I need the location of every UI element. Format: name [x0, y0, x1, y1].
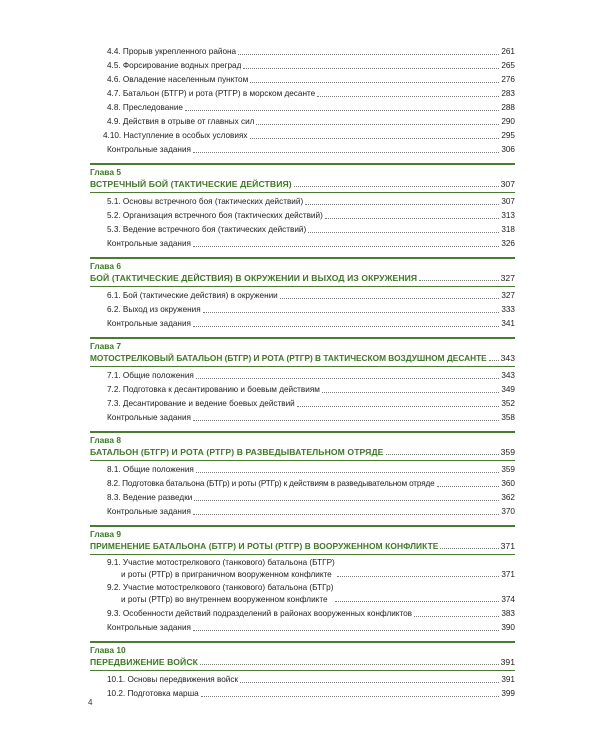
chapter-heading[interactable]	[90, 540, 515, 555]
dot-leader	[185, 109, 499, 111]
entry-title: 4.9. Действия в отрыве от главных сил	[107, 117, 255, 126]
entry-page: 276	[501, 75, 515, 84]
toc-entry[interactable]	[90, 383, 515, 397]
dot-leader	[386, 453, 499, 455]
dot-leader	[335, 601, 499, 602]
toc-entry[interactable]	[90, 463, 515, 477]
entry-title: 10.1. Основы передвижения войск	[107, 675, 239, 684]
entry-title: 8.1. Общие положения	[107, 465, 194, 474]
toc-entry[interactable]	[90, 687, 515, 701]
toc-entry[interactable]	[90, 491, 515, 505]
entry-page: 358	[501, 413, 515, 422]
toc-entry[interactable]	[90, 115, 515, 129]
entry-title: 7.1. Общие положения	[107, 371, 194, 380]
chapter-page: 391	[500, 657, 515, 667]
entry-title: 4.5. Форсирование водных преград	[107, 61, 242, 70]
chapter-title: ПРИМЕНЕНИЕ БАТАЛЬОНА (БТГР) И РОТЫ (РТГР) В ВООРУЖЕННОМ КОНФЛИКТЕ	[90, 541, 439, 551]
entry-title: 4.10. Наступление в особых условиях	[103, 131, 248, 140]
toc-entry[interactable]	[90, 607, 515, 621]
entry-page: 383	[501, 609, 515, 618]
entry-page: 307	[501, 197, 515, 206]
toc-entry[interactable]	[90, 73, 515, 87]
toc-entry[interactable]	[90, 59, 515, 73]
entry-title: 7.3. Десантирование и ведение боевых действий	[107, 399, 295, 408]
dot-leader	[437, 485, 500, 487]
chapter-page: 343	[500, 353, 515, 363]
entry-title: Контрольные задания	[107, 623, 191, 632]
chapter-8	[90, 431, 515, 519]
dot-leader	[193, 513, 499, 515]
dot-leader	[193, 245, 499, 247]
entry-page: 333	[501, 305, 515, 314]
dot-leader	[243, 67, 499, 69]
entry-page: 371	[501, 570, 515, 579]
dot-leader	[194, 499, 499, 501]
toc-entry[interactable]	[90, 289, 515, 303]
entry-page: 313	[501, 211, 515, 220]
entry-title: 4.7. Батальон (БТГР) и рота (РТГР) в морском десанте	[107, 89, 316, 98]
dot-leader	[250, 137, 500, 139]
chapter-title: МОТОСТРЕЛКОВЫЙ БАТАЛЬОН (БТГР) И РОТА (РТГР) В ТАКТИЧЕСКОМ ВОЗДУШНОМ ДЕСАНТЕ	[90, 353, 487, 363]
entry-title	[90, 557, 335, 581]
dot-leader	[203, 311, 500, 313]
dot-leader	[305, 203, 499, 205]
entry-title: 8.3. Ведение разведки	[107, 493, 193, 502]
chapter-heading[interactable]	[90, 272, 515, 287]
toc-entry[interactable]	[90, 317, 515, 331]
entry-title	[90, 582, 333, 606]
dot-leader	[325, 217, 500, 219]
entry-title: Контрольные задания	[107, 413, 191, 422]
toc-entry[interactable]	[90, 143, 515, 157]
chapter-page: 327	[500, 273, 515, 283]
dot-leader	[250, 81, 499, 83]
dot-leader	[294, 185, 499, 187]
dot-leader	[196, 471, 500, 473]
dot-leader	[297, 405, 500, 407]
dot-leader	[419, 279, 498, 281]
toc-entry[interactable]	[90, 303, 515, 317]
entry-title: 4.4. Прорыв укрепленного района	[107, 47, 237, 56]
toc-entry[interactable]	[90, 237, 515, 251]
chapter-page: 359	[500, 447, 515, 457]
toc-entry[interactable]	[90, 621, 515, 635]
entry-page: 326	[501, 239, 515, 248]
chapter-title: ПЕРЕДВИЖЕНИЕ ВОЙСК	[90, 657, 198, 667]
entry-title: 4.6. Овладение населенным пунктом	[107, 75, 249, 84]
intro-section	[90, 45, 515, 157]
chapter-page: 371	[500, 541, 515, 551]
entry-page: 288	[501, 103, 515, 112]
toc-entry[interactable]	[90, 129, 515, 143]
dot-leader	[238, 53, 499, 55]
chapter-title: БАТАЛЬОН (БТГР) И РОТА (РТГР) В РАЗВЕДЫВАТЕЛЬНОМ ОТРЯДЕ	[90, 447, 384, 457]
toc-entry[interactable]	[90, 557, 515, 581]
entry-line-2: и роты (РТГр) в приграничном вооруженном конфликте	[121, 570, 332, 579]
toc-entry[interactable]	[90, 505, 515, 519]
page-number: 4	[88, 698, 93, 707]
dot-leader	[414, 615, 499, 617]
entry-title: Контрольные задания	[107, 145, 191, 154]
chapter-label: Глава 10	[90, 645, 126, 655]
dot-leader	[440, 547, 498, 549]
dot-leader	[201, 695, 500, 697]
entry-page: 374	[501, 595, 515, 604]
chapter-heading[interactable]	[90, 178, 515, 193]
chapter-page: 307	[500, 179, 515, 189]
entry-line-1: 9.2. Участие мотострелкового (танкового) батальона (БТГр)	[107, 583, 334, 592]
dot-leader	[317, 95, 499, 97]
entry-title: 5.3. Ведение встречного боя (тактических действий)	[107, 225, 307, 234]
dot-leader	[308, 231, 499, 233]
dot-leader	[280, 297, 500, 299]
dot-leader	[322, 391, 499, 393]
toc-entry[interactable]	[90, 209, 515, 223]
chapter-title: БОЙ (ТАКТИЧЕСКИЕ ДЕЙСТВИЯ) В ОКРУЖЕНИИ И ВЫХОД ИЗ ОКРУЖЕНИЯ	[90, 273, 418, 283]
chapter-label: Глава 5	[90, 167, 121, 177]
entry-title: 6.1. Бой (тактические действия) в окружении	[107, 291, 278, 300]
entry-title: 10.2. Подготовка марша	[107, 689, 199, 698]
chapter-5	[90, 163, 515, 251]
table-of-contents	[90, 45, 515, 701]
entry-page: 295	[501, 131, 515, 140]
entry-page: 359	[501, 465, 515, 474]
toc-entry[interactable]	[90, 411, 515, 425]
entry-page: 306	[501, 145, 515, 154]
chapter-10	[90, 641, 515, 701]
entry-page: 362	[501, 493, 515, 502]
chapter-9	[90, 525, 515, 635]
entry-title: Контрольные задания	[107, 319, 191, 328]
entry-page: 327	[501, 291, 515, 300]
dot-leader	[193, 151, 499, 153]
chapter-6	[90, 257, 515, 331]
entry-line-1: 9.1. Участие мотострелкового (танкового) батальона (БТГР)	[107, 558, 335, 567]
toc-entry[interactable]	[90, 397, 515, 411]
chapter-label: Глава 8	[90, 435, 121, 445]
chapter-heading[interactable]	[90, 352, 515, 367]
chapter-7	[90, 337, 515, 425]
toc-entry[interactable]	[90, 101, 515, 115]
entry-page: 341	[501, 319, 515, 328]
toc-entry[interactable]	[90, 477, 515, 491]
entry-page: 391	[501, 675, 515, 684]
chapter-title: ВСТРЕЧНЫЙ БОЙ (ТАКТИЧЕСКИЕ ДЕЙСТВИЯ)	[90, 179, 292, 189]
toc-entry[interactable]	[90, 45, 515, 59]
chapter-heading[interactable]	[90, 656, 515, 671]
entry-title: 7.2. Подготовка к десантированию и боевым действиям	[107, 385, 320, 394]
dot-leader	[256, 123, 499, 125]
entry-title: 4.8. Преследование	[107, 103, 183, 112]
entry-title: 9.3. Особенности действий подразделений в районах вооруженных конфликтов	[107, 609, 413, 618]
entry-line-2: и роты (РТГр) во внутреннем вооруженном конфликте	[121, 595, 328, 604]
entry-page: 399	[501, 689, 515, 698]
toc-entry[interactable]	[90, 195, 515, 209]
entry-page: 318	[501, 225, 515, 234]
entry-title: Контрольные задания	[107, 239, 191, 248]
entry-title: Контрольные задания	[107, 507, 191, 516]
toc-entry[interactable]	[90, 87, 515, 101]
entry-title: 6.2. Выход из окружения	[107, 305, 201, 314]
entry-title: 5.1. Основы встречного боя (тактических действий)	[107, 197, 304, 206]
entry-page: 261	[501, 47, 515, 56]
dot-leader	[196, 377, 500, 379]
entry-page: 343	[501, 371, 515, 380]
entry-page: 349	[501, 385, 515, 394]
dot-leader	[489, 359, 499, 361]
toc-entry[interactable]	[90, 673, 515, 687]
chapter-label: Глава 9	[90, 529, 121, 539]
toc-entry[interactable]	[90, 223, 515, 237]
dot-leader	[200, 663, 499, 665]
dot-leader	[193, 325, 499, 327]
entry-page: 265	[501, 61, 515, 70]
entry-page: 360	[501, 479, 515, 488]
entry-page: 352	[501, 399, 515, 408]
chapter-label: Глава 7	[90, 341, 121, 351]
dot-leader	[193, 419, 499, 421]
chapter-heading[interactable]	[90, 446, 515, 461]
toc-entry[interactable]	[90, 582, 515, 606]
dot-leader	[337, 576, 500, 577]
entry-title: 8.2. Подготовка батальона (БТГр) и роты (РТГр) к действиям в разведывательном отряде	[107, 479, 435, 488]
entry-page: 283	[501, 89, 515, 98]
entry-page: 290	[501, 117, 515, 126]
entry-page: 390	[501, 623, 515, 632]
dot-leader	[193, 629, 499, 631]
entry-title: 5.2. Организация встречного боя (тактических действий)	[107, 211, 323, 220]
entry-page: 370	[501, 507, 515, 516]
chapter-label: Глава 6	[90, 261, 121, 271]
toc-entry[interactable]	[90, 369, 515, 383]
dot-leader	[240, 681, 499, 683]
